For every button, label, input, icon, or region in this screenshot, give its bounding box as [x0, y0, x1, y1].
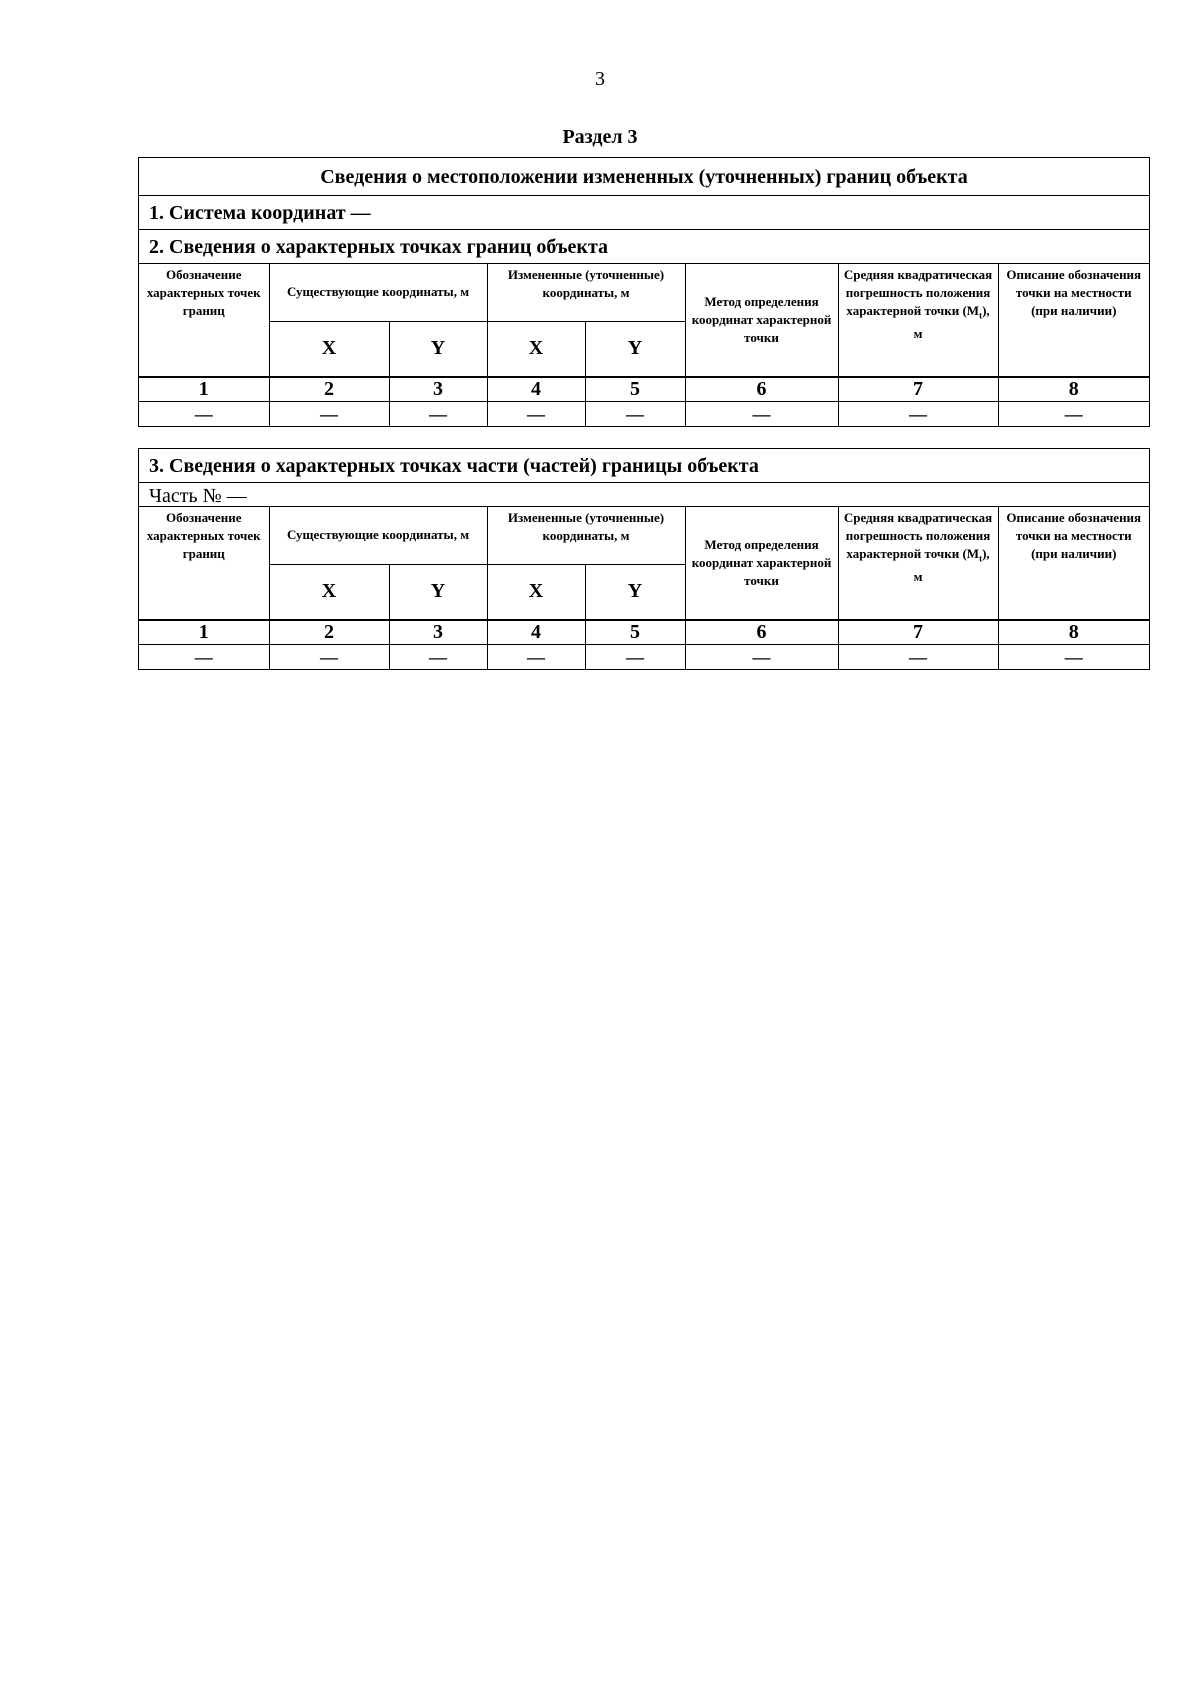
cell-value: —	[585, 645, 685, 670]
column-number: 2	[269, 377, 389, 402]
column-number: 1	[139, 377, 269, 402]
part-boundary-info-block	[138, 448, 1150, 670]
header-description: Описание обозначения точки на местности (при наличии)	[998, 264, 1149, 377]
column-number-row	[139, 620, 1149, 645]
header-existing-coords: Существующие координаты, м	[269, 507, 487, 564]
header-method: Метод определения координат характерной точки	[685, 507, 838, 620]
header-point-designation: Обозначение характерных точек границ	[139, 264, 269, 377]
header-error: Средняя квадратическая погрешность положения характерной точки $(M_t)$, м	[838, 507, 998, 620]
part-boundary-points-table	[139, 507, 1149, 669]
header-existing-y: Y	[389, 564, 487, 620]
boundary-info-block	[138, 157, 1150, 427]
header-existing-x: X	[269, 564, 389, 620]
cell-value: —	[269, 402, 389, 427]
header-changed-y: Y	[585, 564, 685, 620]
main-title: Сведения о местоположении измененных (уточненных) границ объекта	[139, 158, 1149, 196]
column-number: 4	[487, 377, 585, 402]
header-existing-coords: Существующие координаты, м	[269, 264, 487, 321]
cell-value: —	[269, 645, 389, 670]
column-number: 2	[269, 620, 389, 645]
table-row	[139, 402, 1149, 427]
table-row	[139, 645, 1149, 670]
coordinate-system-line: 1. Система координат —	[139, 196, 1149, 230]
cell-value: —	[487, 645, 585, 670]
cell-value: —	[585, 402, 685, 427]
column-number: 1	[139, 620, 269, 645]
header-changed-y: Y	[585, 321, 685, 377]
header-changed-x: X	[487, 564, 585, 620]
column-number: 6	[685, 620, 838, 645]
page-number: 3	[595, 68, 605, 90]
cell-value: —	[389, 645, 487, 670]
cell-value: —	[998, 402, 1149, 427]
cell-value: —	[838, 645, 998, 670]
cell-value: —	[998, 645, 1149, 670]
column-number: 5	[585, 377, 685, 402]
column-number-row	[139, 377, 1149, 402]
column-number: 7	[838, 377, 998, 402]
cell-value: —	[685, 402, 838, 427]
header-changed-x: X	[487, 321, 585, 377]
header-existing-y: Y	[389, 321, 487, 377]
header-changed-coords: Измененные (уточненные) координаты, м	[487, 507, 685, 564]
column-number: 5	[585, 620, 685, 645]
cell-value: —	[139, 645, 269, 670]
header-error: Средняя квадратическая погрешность положения характерной точки $(M_t)$, м	[838, 264, 998, 377]
column-number: 3	[389, 377, 487, 402]
header-existing-x: X	[269, 321, 389, 377]
column-number: 3	[389, 620, 487, 645]
column-number: 6	[685, 377, 838, 402]
boundary-points-table	[139, 264, 1149, 426]
header-changed-coords: Измененные (уточненные) координаты, м	[487, 264, 685, 321]
column-number: 4	[487, 620, 585, 645]
part-number-label: Часть № —	[139, 483, 1149, 507]
column-number: 7	[838, 620, 998, 645]
cell-value: —	[838, 402, 998, 427]
column-number: 8	[998, 620, 1149, 645]
block3-title: 3. Сведения о характерных точках части (частей) границы объекта	[139, 449, 1149, 483]
header-method: Метод определения координат характерной точки	[685, 264, 838, 377]
cell-value: —	[685, 645, 838, 670]
header-point-designation: Обозначение характерных точек границ	[139, 507, 269, 620]
column-number: 8	[998, 377, 1149, 402]
cell-value: —	[487, 402, 585, 427]
section-title: Раздел 3	[562, 126, 638, 148]
cell-value: —	[139, 402, 269, 427]
block2-title: 2. Сведения о характерных точках границ объекта	[139, 230, 1149, 264]
header-description: Описание обозначения точки на местности (при наличии)	[998, 507, 1149, 620]
cell-value: —	[389, 402, 487, 427]
